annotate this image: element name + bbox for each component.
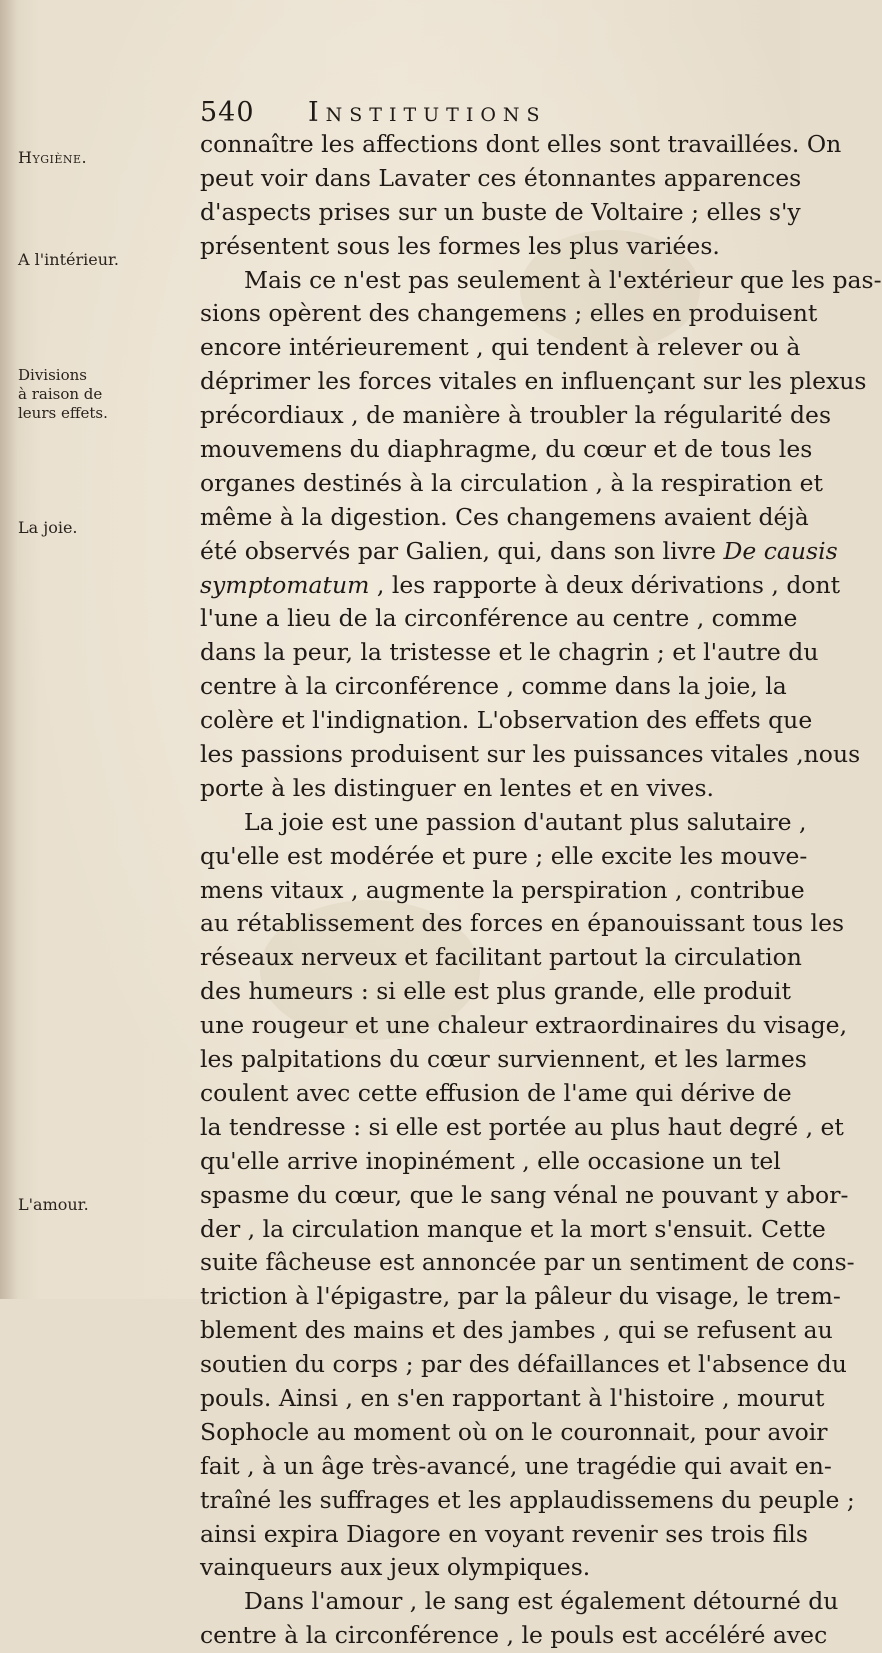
text-line-with-italic: été observés par Galien, qui, dans son livre De causis — [200, 536, 838, 565]
text-line: au rétablissement des forces en épanouissant tous les — [200, 909, 845, 938]
margin-note-joie: La joie. — [18, 518, 78, 537]
text-line: organes destinés à la circulation , à la respiration et — [200, 468, 823, 497]
text-line: l'une a lieu de la circonférence au centre , comme — [200, 604, 798, 633]
text-line: spasme du cœur, que le sang vénal ne pouvant y abor- — [200, 1180, 849, 1209]
text-line: présentent sous les formes les plus variées. — [200, 231, 720, 260]
text-line: suite fâcheuse est annoncée par un sentiment de cons- — [200, 1248, 855, 1277]
margin-note-divisions: Divisions à raison de leurs effets. — [18, 366, 108, 422]
page-number: 540 — [200, 97, 255, 128]
text-line: traîné les suffrages et les applaudissemens du peuple ; — [200, 1485, 855, 1514]
margin-note-hygiene: Hygiène. — [18, 148, 88, 167]
text-line: la tendresse : si elle est portée au plus haut degré , et — [200, 1112, 844, 1141]
text-line: une rougeur et une chaleur extraordinaires du visage, — [200, 1011, 848, 1040]
text-line: les passions produisent sur les puissances vitales ,nous — [200, 740, 861, 769]
text-line: fait , à un âge très-avancé, une tragédie qui avait en- — [200, 1451, 832, 1480]
text-line: ainsi expira Diagore en voyant revenir ses trois fils — [200, 1519, 808, 1548]
text-line: qu'elle arrive inopinément , elle occasione un tel — [200, 1146, 781, 1175]
text-line-with-italic: symptomatum , les rapporte à deux dérivations , dont — [200, 570, 841, 599]
text-line: centre à la circonférence , le pouls est accéléré avec — [200, 1621, 828, 1650]
text-line: vainqueurs aux jeux olympiques. — [200, 1553, 591, 1582]
text-line: mouvemens du diaphragme, du cœur et de tous les — [200, 435, 813, 464]
margin-note-interieur: A l'intérieur. — [18, 250, 119, 269]
text-line: mens vitaux , augmente la perspiration , contribue — [200, 875, 805, 904]
text-line: Dans l'amour , le sang est également détourné du — [244, 1587, 839, 1616]
text-line: d'aspects prises sur un buste de Voltaire ; elles s'y — [200, 197, 801, 226]
text-line: précordiaux , de manière à troubler la régularité des — [200, 401, 832, 430]
text-line: connaître les affections dont elles sont travaillées. On — [200, 130, 842, 158]
running-title: Institutions — [308, 97, 547, 128]
text-line: des humeurs : si elle est plus grande, elle produit — [200, 977, 791, 1006]
text-line: sions opèrent des changemens ; elles en produisent — [200, 299, 818, 328]
text-line: peut voir dans Lavater ces étonnantes apparences — [200, 163, 802, 192]
text-line: dans la peur, la tristesse et le chagrin ; et l'autre du — [200, 638, 819, 667]
text-line: centre à la circonférence , comme dans la joie, la — [200, 672, 787, 701]
italic-title: symptomatum — [200, 570, 370, 599]
text-line: les palpitations du cœur surviennent, et les larmes — [200, 1045, 807, 1074]
text-line: der , la circulation manque et la mort s'ensuit. Cette — [200, 1214, 826, 1243]
margin-note-amour: L'amour. — [18, 1195, 89, 1214]
text-line: Mais ce n'est pas seulement à l'extérieur que les pas- — [244, 265, 882, 294]
text-line: triction à l'épigastre, par la pâleur du visage, le trem- — [200, 1282, 841, 1311]
text-line: porte à les distinguer en lentes et en vives. — [200, 773, 714, 802]
text-line: Sophocle au moment où on le couronnait, pour avoir — [200, 1417, 828, 1446]
text-line: déprimer les forces vitales en influençant sur les plexus — [200, 367, 867, 396]
text-line: colère et l'indignation. L'observation des effets que — [200, 706, 813, 735]
body-text — [200, 128, 882, 1653]
text-line: encore intérieurement , qui tendent à relever ou à — [200, 333, 801, 362]
page-gutter-shadow — [0, 0, 18, 1299]
text-line: blement des mains et des jambes , qui se refusent au — [200, 1316, 833, 1345]
italic-title: De causis — [723, 536, 838, 565]
text-line: qu'elle est modérée et pure ; elle excite les mouve- — [200, 841, 808, 870]
text-line: pouls. Ainsi , en s'en rapportant à l'histoire , mourut — [200, 1383, 825, 1412]
text-line: La joie est une passion d'autant plus salutaire , — [244, 807, 807, 836]
text-line: réseaux nerveux et facilitant partout la circulation — [200, 943, 802, 972]
text-line: coulent avec cette effusion de l'ame qui dérive de — [200, 1078, 792, 1107]
text-line: même à la digestion. Ces changemens avaient déjà — [200, 502, 809, 531]
text-line: soutien du corps ; par des défaillances et l'absence du — [200, 1350, 847, 1379]
